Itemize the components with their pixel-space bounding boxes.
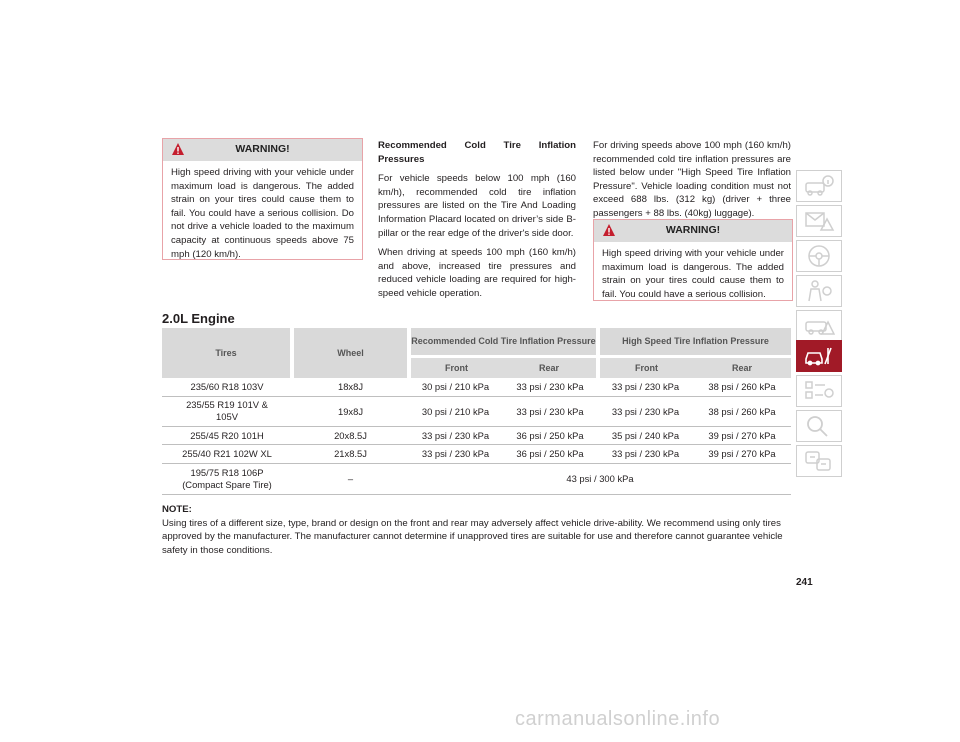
table-row <box>162 444 791 463</box>
subheader-front: Front <box>409 356 502 378</box>
vehicle-info-icon <box>803 174 835 198</box>
side-tab-specifications[interactable] <box>796 375 842 407</box>
paragraph: When driving at speeds 100 mph (160 km/h) and above, increased tire pressures and reduced vehicle loading are required for high-speed vehicle operation. <box>378 247 576 299</box>
middle-column <box>378 139 576 307</box>
high-speed-rear: 38 psi / 260 kPa <box>693 378 791 396</box>
warning-header <box>163 139 362 161</box>
paragraph: For driving speeds above 100 mph (160 km/h) recommended cold tire inflation pressures are listed below under "High Speed Tire Inflation Pressure". Vehicle loading condition must not exceed 688 lbs. (312 kg) (driver + three passengers + 88 lbs. (40kg) luggage). <box>593 140 791 219</box>
tire-size-text: 235/55 R19 101V & 105V <box>186 399 268 422</box>
column-header-recommended: Recommended Cold Tire Inflation Pressure <box>409 328 598 356</box>
right-column <box>593 139 791 227</box>
spare-tire-size: 195/75 R18 106P <box>190 466 264 478</box>
wheel-size: 19x8J <box>292 396 409 426</box>
note-text: Using tires of a different size, type, brand or design on the front and rear may adversely affect vehicle drive-ability. We recommend using only tires approved by the manufacturer. The manufacturer cannot determine if unapproved tires are suitable for use and therefore cannot guarantee vehicle safety in those conditions. <box>162 517 783 556</box>
specifications-icon <box>803 379 835 403</box>
spare-tire-note: (Compact Spare Tire) <box>182 478 272 490</box>
search-index-icon <box>803 414 835 438</box>
recommended-rear: 33 psi / 230 kPa <box>502 396 598 426</box>
tire-size <box>162 463 292 494</box>
warning-box-left <box>162 138 363 260</box>
high-speed-front: 33 psi / 230 kPa <box>598 378 693 396</box>
recommended-front: 30 psi / 210 kPa <box>409 378 502 396</box>
seat-safety-icon <box>803 279 835 303</box>
recommended-front: 33 psi / 230 kPa <box>409 426 502 444</box>
column-header-tires: Tires <box>162 328 292 378</box>
side-tab-warning-lights[interactable] <box>796 205 842 237</box>
recommended-front: 30 psi / 210 kPa <box>409 396 502 426</box>
side-tab-emergency[interactable] <box>796 310 842 342</box>
tire-size: 255/40 R21 102W XL <box>162 444 292 463</box>
high-speed-rear: 39 psi / 270 kPa <box>693 444 791 463</box>
subheader-rear: Rear <box>502 356 598 378</box>
recommended-rear: 36 psi / 250 kPa <box>502 444 598 463</box>
section-title: 2.0L Engine <box>162 311 235 326</box>
warning-text: High speed driving with your vehicle under maximum load is dangerous. The added strain on your tires could cause them to fail. You could have a serious collision. <box>602 248 784 300</box>
column-header-wheel: Wheel <box>292 328 409 378</box>
tire-pressure-table <box>162 328 791 495</box>
tire-size: 255/45 R20 101H <box>162 426 292 444</box>
side-tab-index[interactable] <box>796 410 842 442</box>
subheader-front: Front <box>598 356 693 378</box>
note <box>162 503 791 557</box>
subheader-rear: Rear <box>693 356 791 378</box>
recommended-pressures-heading: Recommended Cold Tire Inflation Pressures <box>378 140 576 165</box>
column-header-high-speed: High Speed Tire Inflation Pressure <box>598 328 791 356</box>
warning-header <box>594 220 792 242</box>
table-row <box>162 426 791 444</box>
watermark: carmanualsonline.info <box>515 708 721 730</box>
warning-lights-icon <box>803 209 835 233</box>
table-row <box>162 396 791 426</box>
car-service-icon <box>803 344 835 368</box>
high-speed-front: 33 psi / 230 kPa <box>598 396 693 426</box>
recommended-front: 33 psi / 230 kPa <box>409 444 502 463</box>
warning-text: High speed driving with your vehicle under maximum load is dangerous. The added strain on your tires could cause them to fail. You could have a serious collision. Do not drive a vehicle loaded to the maximum capacity at continuous speeds above 75 mph (120 km/h). <box>171 167 354 260</box>
warning-title: WARNING! <box>235 143 290 155</box>
warning-box-right <box>593 219 793 301</box>
tire-size <box>162 396 292 426</box>
table-row-spare <box>162 463 791 494</box>
tire-size: 235/60 R18 103V <box>162 378 292 396</box>
recommended-rear: 36 psi / 250 kPa <box>502 426 598 444</box>
high-speed-rear: 38 psi / 260 kPa <box>693 396 791 426</box>
high-speed-rear: 39 psi / 270 kPa <box>693 426 791 444</box>
side-tab-safety[interactable] <box>796 275 842 307</box>
paragraph: For vehicle speeds below 100 mph (160 km/h), recommended cold tire inflation pressures are listed on the Tire And Loading Information Placard located on driver’s side B-pillar or the rear edge of the driver's side door. <box>378 173 576 239</box>
page-number: 241 <box>796 577 813 588</box>
wheel-size: – <box>292 463 409 494</box>
spare-pressure: 43 psi / 300 kPa <box>409 463 791 494</box>
steering-wheel-icon <box>803 244 835 268</box>
wheel-size: 18x8J <box>292 378 409 396</box>
side-tab-languages[interactable] <box>796 445 842 477</box>
wheel-size: 20x8.5J <box>292 426 409 444</box>
note-label: NOTE: <box>162 504 192 515</box>
side-tab-vehicle-info[interactable] <box>796 170 842 202</box>
side-tab-steering[interactable] <box>796 240 842 272</box>
roadside-hazard-icon <box>803 314 835 338</box>
high-speed-front: 33 psi / 230 kPa <box>598 444 693 463</box>
language-icon <box>803 449 835 473</box>
side-tab-servicing[interactable] <box>796 340 842 372</box>
high-speed-front: 35 psi / 240 kPa <box>598 426 693 444</box>
table-row <box>162 378 791 396</box>
wheel-size: 21x8.5J <box>292 444 409 463</box>
recommended-rear: 33 psi / 230 kPa <box>502 378 598 396</box>
warning-title: WARNING! <box>665 224 721 236</box>
